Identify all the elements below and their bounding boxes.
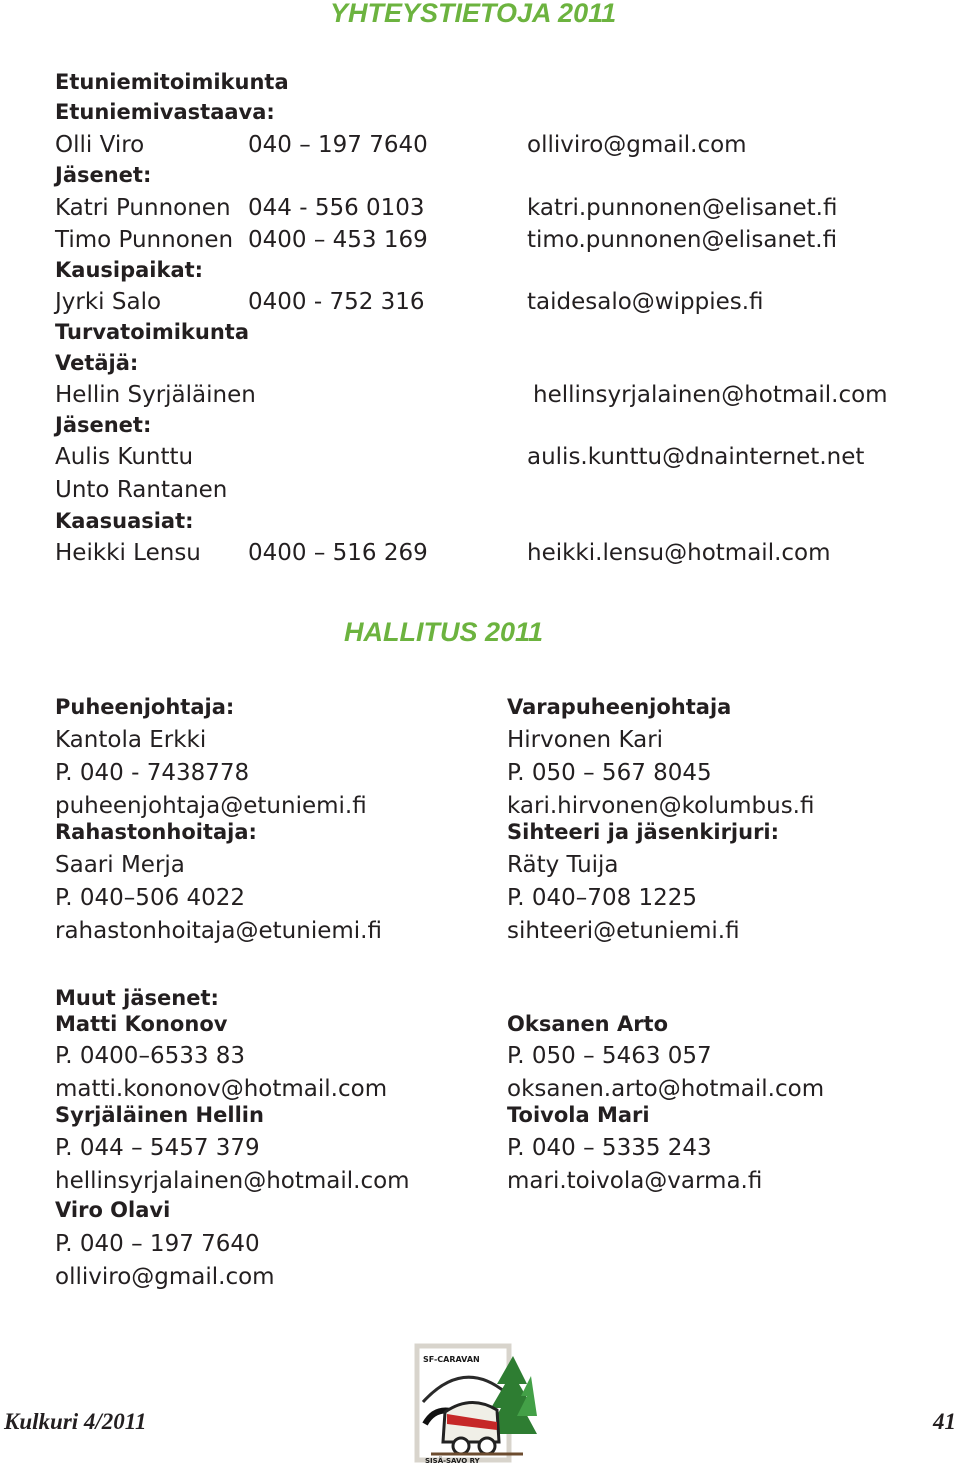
contact-email: hellinsyrjalainen@hotmail.com [533,382,888,408]
member-name: Syrjäläinen Hellin [55,1103,264,1127]
contact-phone: 0400 – 453 169 [248,227,428,253]
footer-magazine-title: Kulkuri 4/2011 [4,1409,147,1434]
section-heading-etuniemitoimikunta: Etuniemitoimikunta [55,70,289,94]
wagon-wheel-icon [453,1438,469,1454]
label-kaasuasiat: Kaasuasiat: [55,509,194,533]
label-muut-jasenet: Muut jäsenet: [55,986,219,1010]
member-email: sihteeri@etuniemi.fi [507,918,740,944]
member-email: hellinsyrjalainen@hotmail.com [55,1168,410,1194]
member-email: mari.toivola@varma.fi [507,1168,763,1194]
member-phone: P. 040–708 1225 [507,885,698,911]
member-phone: P. 050 – 567 8045 [507,760,712,786]
contact-name: Heikki Lensu [55,540,201,566]
footer-page-number: 41 [933,1409,956,1434]
contact-email: olliviro@gmail.com [527,132,747,158]
contact-phone: 0400 - 752 316 [248,289,425,315]
label-etuniemivastaava: Etuniemivastaava: [55,100,275,124]
logo-bottom-text: SISÄ-SAVO RY [425,1457,480,1464]
contact-email: heikki.lensu@hotmail.com [527,540,831,566]
label-jasenet: Jäsenet: [55,413,152,437]
member-email: olliviro@gmail.com [55,1264,275,1290]
contact-phone: 040 – 197 7640 [248,132,428,158]
page-title: YHTEYSTIETOJA 2011 [330,0,617,28]
member-phone: P. 040 – 5335 243 [507,1135,712,1161]
member-phone: P. 050 – 5463 057 [507,1043,712,1069]
member-phone: P. 044 – 5457 379 [55,1135,260,1161]
contact-name: Aulis Kunttu [55,444,194,470]
label-kausipaikat: Kausipaikat: [55,258,204,282]
contact-name: Unto Rantanen [55,477,228,503]
member-phone: P. 0400–6533 83 [55,1043,246,1069]
label-vetaja: Vetäjä: [55,351,139,375]
member-name: Oksanen Arto [507,1012,669,1036]
role-label: Varapuheenjohtaja [507,695,732,719]
role-label: Sihteeri ja jäsenkirjuri: [507,820,780,844]
logo-top-text: SF-CARAVAN [423,1355,480,1364]
member-name: Viro Olavi [55,1198,171,1222]
caravan-logo-icon [413,1342,537,1464]
member-name: Saari Merja [55,852,185,878]
contact-name: Olli Viro [55,132,145,158]
label-jasenet: Jäsenet: [55,163,152,187]
member-email: rahastonhoitaja@etuniemi.fi [55,918,382,944]
member-email: puheenjohtaja@etuniemi.fi [55,793,367,819]
contact-phone: 044 - 556 0103 [248,195,425,221]
member-email: oksanen.arto@hotmail.com [507,1076,825,1102]
contact-name: Jyrki Salo [55,289,162,315]
member-phone: P. 040–506 4022 [55,885,246,911]
contact-name: Katri Punnonen [55,195,231,221]
section-heading-turvatoimikunta: Turvatoimikunta [55,320,250,344]
member-phone: P. 040 - 7438778 [55,760,250,786]
member-email: matti.kononov@hotmail.com [55,1076,388,1102]
contact-email: taidesalo@wippies.fi [527,289,764,315]
contact-email: katri.punnonen@elisanet.fi [527,195,838,221]
member-name: Räty Tuija [507,852,619,878]
member-phone: P. 040 – 197 7640 [55,1231,260,1257]
contact-email: timo.punnonen@elisanet.fi [527,227,838,253]
wagon-wheel-icon [479,1438,495,1454]
contact-phone: 0400 – 516 269 [248,540,428,566]
member-name: Matti Kononov [55,1012,228,1036]
member-name: Kantola Erkki [55,727,207,753]
contact-name: Hellin Syrjäläinen [55,382,256,408]
member-email: kari.hirvonen@kolumbus.fi [507,793,815,819]
section-title-hallitus: HALLITUS 2011 [344,617,544,647]
role-label: Puheenjohtaja: [55,695,235,719]
member-name: Hirvonen Kari [507,727,664,753]
contact-email: aulis.kunttu@dnainternet.net [527,444,865,470]
contact-name: Timo Punnonen [55,227,234,253]
role-label: Rahastonhoitaja: [55,820,257,844]
member-name: Toivola Mari [507,1103,650,1127]
